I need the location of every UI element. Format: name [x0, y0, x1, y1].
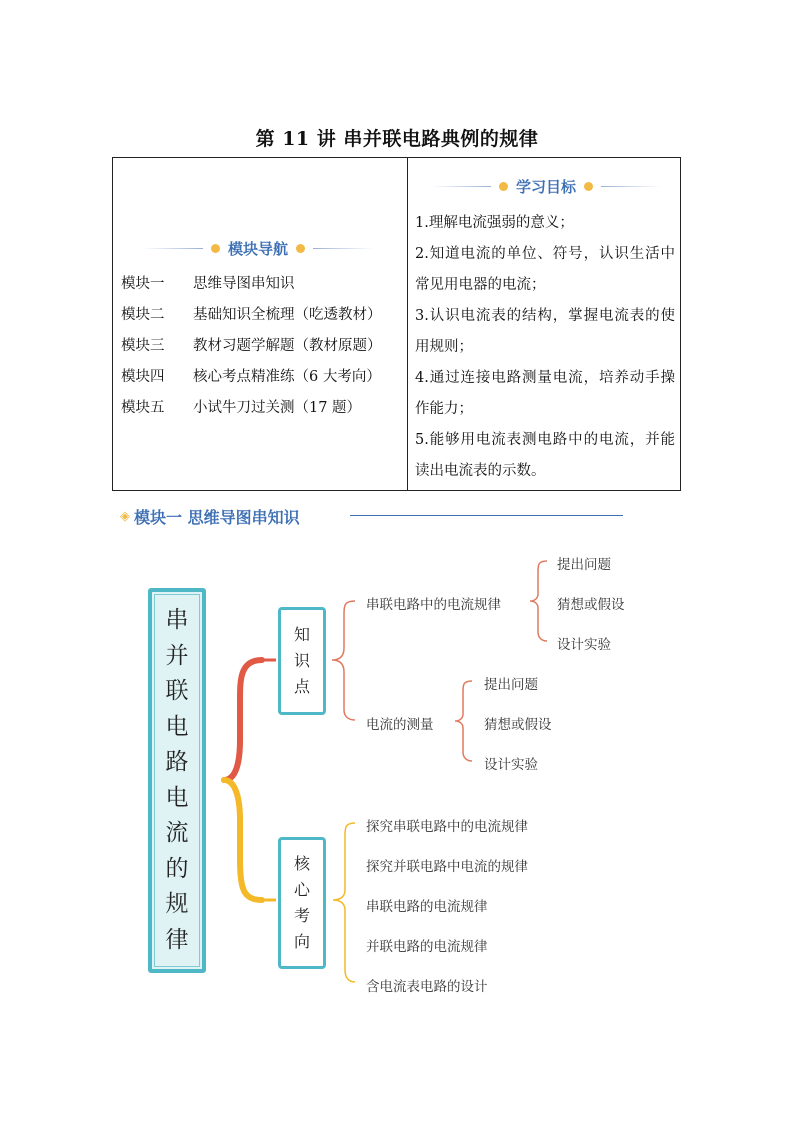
nav-item: 模块二 基础知识全梳理（吃透教材） [121, 307, 382, 323]
nav-item: 模块三 教材习题学解题（教材原题） [121, 338, 382, 354]
goal-item: 3.认识电流表的结构，掌握电流表的使用规则； [415, 308, 675, 355]
diamond-arrow-icon: ◈ [120, 508, 130, 524]
nav-item: 模块一 思维导图串知识 [121, 276, 295, 292]
core-leaf: 串联电路的电流规律 [366, 899, 488, 915]
mindmap-root: 串 并 联 电 路 电 流 的 规 律 [148, 588, 206, 973]
sub1-label: 串联电路中的电流规律 [366, 597, 501, 613]
goal-item: 1.理解电流强弱的意义； [415, 215, 574, 231]
nav-heading-text: 模块导航 [228, 239, 289, 258]
module1-heading-text: 模块一 思维导图串知识 [134, 507, 300, 527]
sub2-bracket [455, 681, 472, 761]
branch-core-box: 核 心 考 向 [278, 837, 326, 969]
sub2-leaf: 设计实验 [484, 757, 538, 773]
branch-knowledge-box: 知 识 点 [278, 607, 326, 715]
core-leaf: 含电流表电路的设计 [366, 979, 488, 995]
root-bracket-upper [224, 660, 262, 780]
sub1-leaf: 提出问题 [557, 557, 611, 573]
knowledge-bracket [332, 601, 355, 720]
goals-heading-text: 学习目标 [516, 177, 577, 196]
sub1-leaf: 猜想或假设 [557, 597, 625, 613]
core-leaf: 探究串联电路中的电流规律 [366, 819, 528, 835]
goal-item: 2.知道电流的单位、符号，认识生活中常见用电器的电流； [415, 246, 675, 293]
sub2-leaf: 提出问题 [484, 677, 538, 693]
sub1-leaf: 设计实验 [557, 637, 611, 653]
root-bracket-lower [224, 780, 262, 900]
core-bracket [333, 823, 355, 982]
page-title: 第 11 讲 串并联电路典例的规律 [255, 128, 539, 150]
core-leaf: 探究并联电路中电流的规律 [366, 859, 528, 875]
sub1-bracket [530, 561, 547, 641]
sub2-leaf: 猜想或假设 [484, 717, 552, 733]
nav-item: 模块五 小试牛刀过关测（17 题） [121, 400, 362, 416]
goal-item: 4.通过连接电路测量电流，培养动手操作能力； [415, 370, 675, 417]
sub2-label: 电流的测量 [366, 717, 434, 733]
nav-item: 模块四 核心考点精准练（6 大考向） [121, 369, 381, 385]
core-leaf: 并联电路的电流规律 [366, 939, 488, 955]
goal-item: 5.能够用电流表测电路中的电流，并能读出电流表的示数。 [415, 432, 675, 479]
